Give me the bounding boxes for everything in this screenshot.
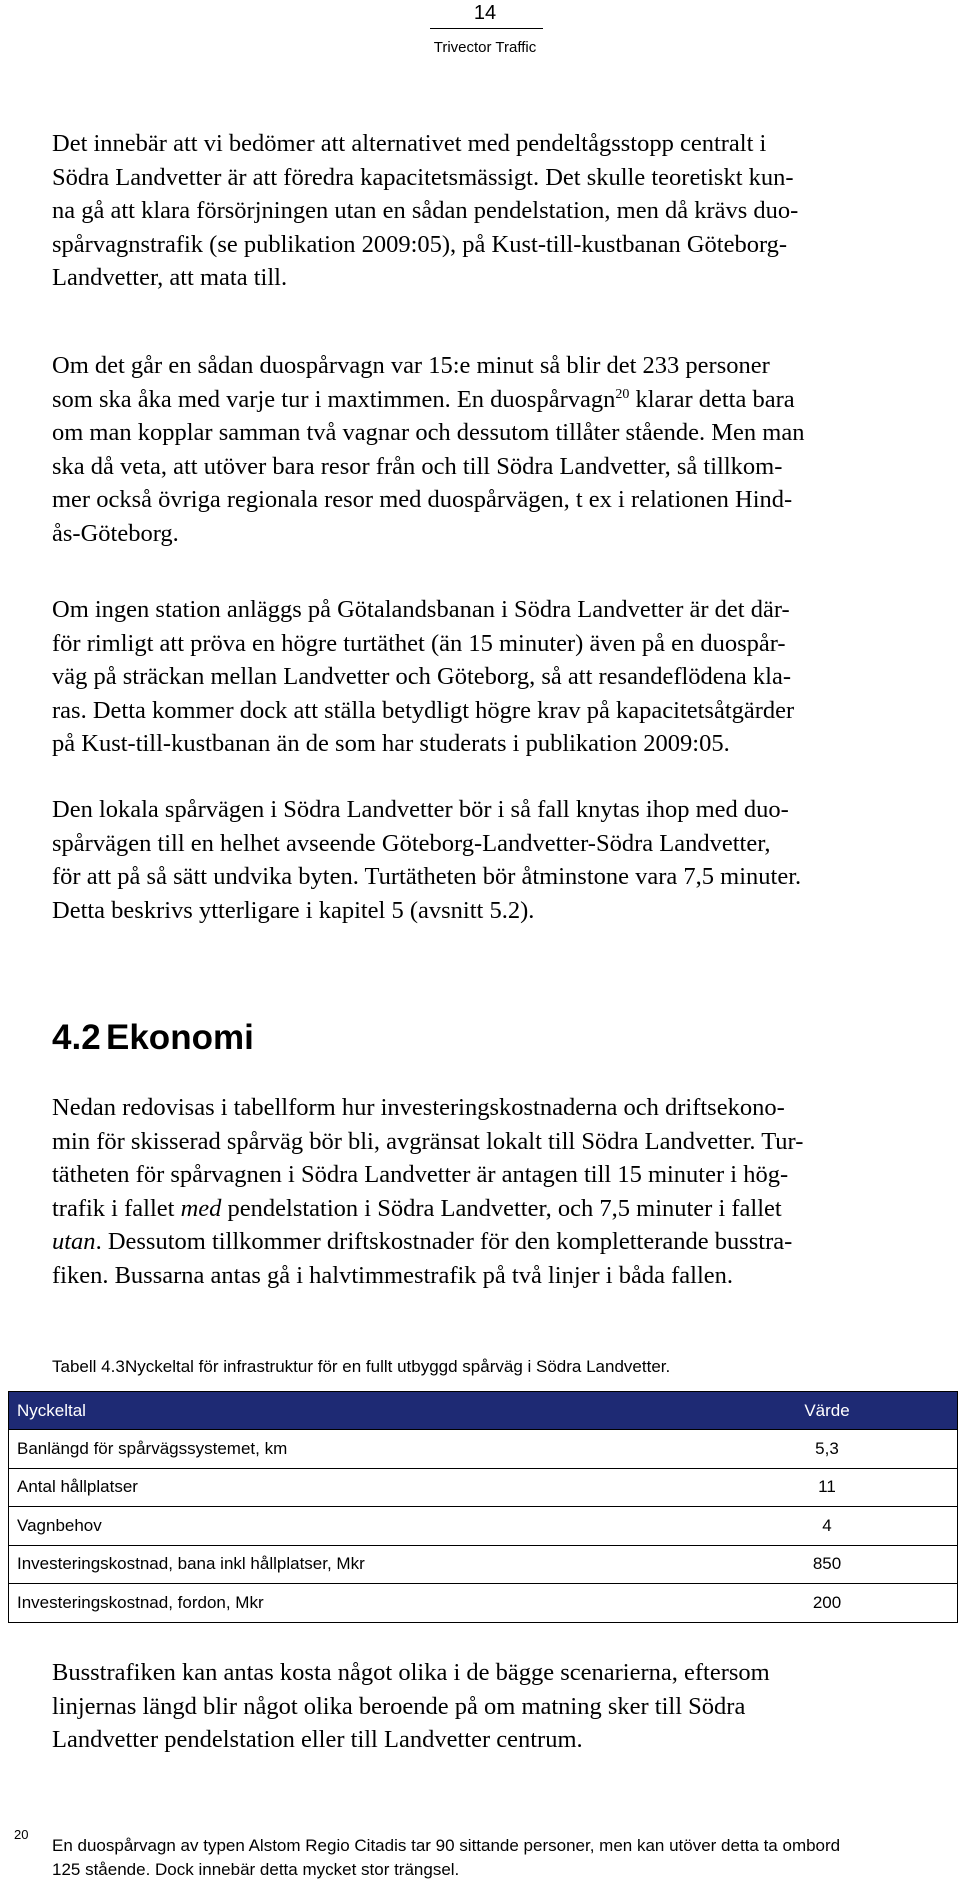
footnote-ref: 20: [615, 386, 630, 402]
footnote-line: En duospårvagn av typen Alstom Regio Citadis tar 90 sittande personer, men kan utöver detta ta ombord: [52, 1836, 841, 1855]
text-line: för rimligt att pröva en högre turtäthet (än 15 minuter) även på en duospår-: [52, 629, 786, 657]
text-line: Landvetter pendelstation eller till Landvetter centrum.: [52, 1726, 583, 1753]
table-row: [9, 1430, 958, 1469]
text-line: Nedan redovisas i tabellform hur investeringskostnaderna och driftsekono-: [52, 1094, 785, 1121]
text-line: Det innebär att vi bedömer att alternativet med pendeltågsstopp centralt i: [52, 130, 767, 157]
text-segment: klarar detta bara: [629, 385, 795, 413]
table-cell-label: Antal hållplatser: [9, 1468, 698, 1507]
text-line: ska då veta, att utöver bara resor från och till Södra Landvetter, så tillkom-: [52, 452, 783, 480]
emphasis-text: med: [180, 1194, 222, 1222]
text-line: väg på sträckan mellan Landvetter och Göteborg, så att resandeflödena kla-: [52, 663, 792, 690]
table-row: [9, 1507, 958, 1546]
text-line: Detta beskrivs ytterligare i kapitel 5 (avsnitt 5.2).: [52, 896, 535, 924]
table-cell-value: 200: [697, 1584, 958, 1623]
header-rule: [430, 28, 543, 29]
table-caption-text: Nyckeltal för infrastruktur för en fullt utbyggd spårväg i Södra Landvetter.: [125, 1357, 671, 1376]
table-cell-value: 4: [697, 1507, 958, 1546]
table-header-row: [9, 1392, 958, 1430]
header-company: Trivector Traffic: [433, 39, 537, 56]
paragraph-5: [52, 1091, 957, 1292]
text-line: tätheten för spårvagnen i Södra Landvetter är antagen till 15 minuter i hög-: [52, 1161, 789, 1188]
table-caption: [52, 1356, 670, 1378]
text-line: spårvägen till en helhet avseende Göteborg-Landvetter-Södra Landvetter,: [52, 829, 771, 857]
table-caption-label: Tabell 4.3.: [52, 1357, 130, 1376]
text-line: på Kust-till-kustbanan än de som har studerats i publikation 2009:05.: [52, 730, 730, 757]
paragraph-4: [52, 793, 957, 927]
text-line: mer också övriga regionala resor med duospårvägen, t ex i relationen Hind-: [52, 486, 793, 513]
kpi-table: [8, 1391, 958, 1623]
text-line: Södra Landvetter är att föredra kapacitetsmässigt. Det skulle teoretiskt kun-: [52, 163, 794, 191]
table-cell-label: Investeringskostnad, fordon, Mkr: [9, 1584, 698, 1623]
paragraph-6: [52, 1656, 957, 1757]
section-number: 4.2: [52, 1018, 101, 1057]
table-row: [9, 1584, 958, 1623]
text-segment: trafik i fallet: [52, 1194, 181, 1222]
page-number: 14: [473, 2, 497, 24]
table-row: [9, 1545, 958, 1584]
text-line: min för skisserad spårväg bör bli, avgränsat lokalt till Södra Landvetter. Tur-: [52, 1127, 804, 1155]
table-cell-label: Vagnbehov: [9, 1507, 698, 1546]
text-line: [52, 383, 957, 417]
text-segment: pendelstation i Södra Landvetter, och 7,5 minuter i fallet: [221, 1194, 782, 1222]
column-header-nyckeltal: Nyckeltal: [9, 1392, 698, 1430]
section-heading: [52, 1016, 254, 1060]
text-line: linjernas längd blir något olika beroende på om matning sker till Södra: [52, 1692, 746, 1720]
table-cell-value: 5,3: [697, 1430, 958, 1469]
paragraph-2: [52, 349, 957, 550]
text-line: om man kopplar samman två vagnar och dessutom tillåter stående. Men man: [52, 419, 805, 446]
footnote-text: [52, 1834, 840, 1882]
text-line: Busstrafiken kan antas kosta något olika i de bägge scenarierna, eftersom: [52, 1659, 770, 1686]
text-line: [52, 1192, 957, 1226]
paragraph-3: [52, 593, 957, 761]
text-line: spårvagnstrafik (se publikation 2009:05), på Kust-till-kustbanan Göteborg-: [52, 230, 788, 258]
paragraph-1: [52, 127, 957, 295]
text-line: [52, 1225, 957, 1259]
text-line: na gå att klara försörjningen utan en sådan pendelstation, men då krävs duo-: [52, 197, 799, 224]
table-cell-value: 850: [697, 1545, 958, 1584]
text-line: Om det går en sådan duospårvagn var 15:e minut så blir det 233 personer: [52, 352, 770, 379]
footnote-number: 20: [14, 1827, 29, 1842]
text-line: ås-Göteborg.: [52, 519, 179, 547]
table-row: [9, 1468, 958, 1507]
column-header-varde: Värde: [697, 1392, 958, 1430]
text-segment: . Dessutom tillkommer driftskostnader för den kompletterande busstra-: [95, 1228, 793, 1255]
table-cell-label: Banlängd för spårvägssystemet, km: [9, 1430, 698, 1469]
emphasis-text: utan: [52, 1228, 96, 1255]
footnote-line: 125 stående. Dock innebär detta mycket stor trängsel.: [52, 1860, 460, 1879]
table-cell-value: 11: [697, 1468, 958, 1507]
section-title: Ekonomi: [106, 1018, 254, 1057]
text-line: Den lokala spårvägen i Södra Landvetter bör i så fall knytas ihop med duo-: [52, 796, 789, 823]
text-line: fiken. Bussarna antas gå i halvtimmestrafik på två linjer i båda fallen.: [52, 1261, 734, 1289]
text-line: Landvetter, att mata till.: [52, 264, 288, 291]
text-line: för att på så sätt undvika byten. Turtätheten bör åtminstone vara 7,5 minuter.: [52, 863, 802, 890]
text-line: Om ingen station anläggs på Götalandsbanan i Södra Landvetter är det där-: [52, 596, 790, 623]
table-cell-label: Investeringskostnad, bana inkl hållplatser, Mkr: [9, 1545, 698, 1584]
text-line: ras. Detta kommer dock att ställa betydligt högre krav på kapacitetsåtgärder: [52, 696, 795, 724]
text-segment: som ska åka med varje tur i maxtimmen. En duospårvagn: [52, 385, 616, 413]
